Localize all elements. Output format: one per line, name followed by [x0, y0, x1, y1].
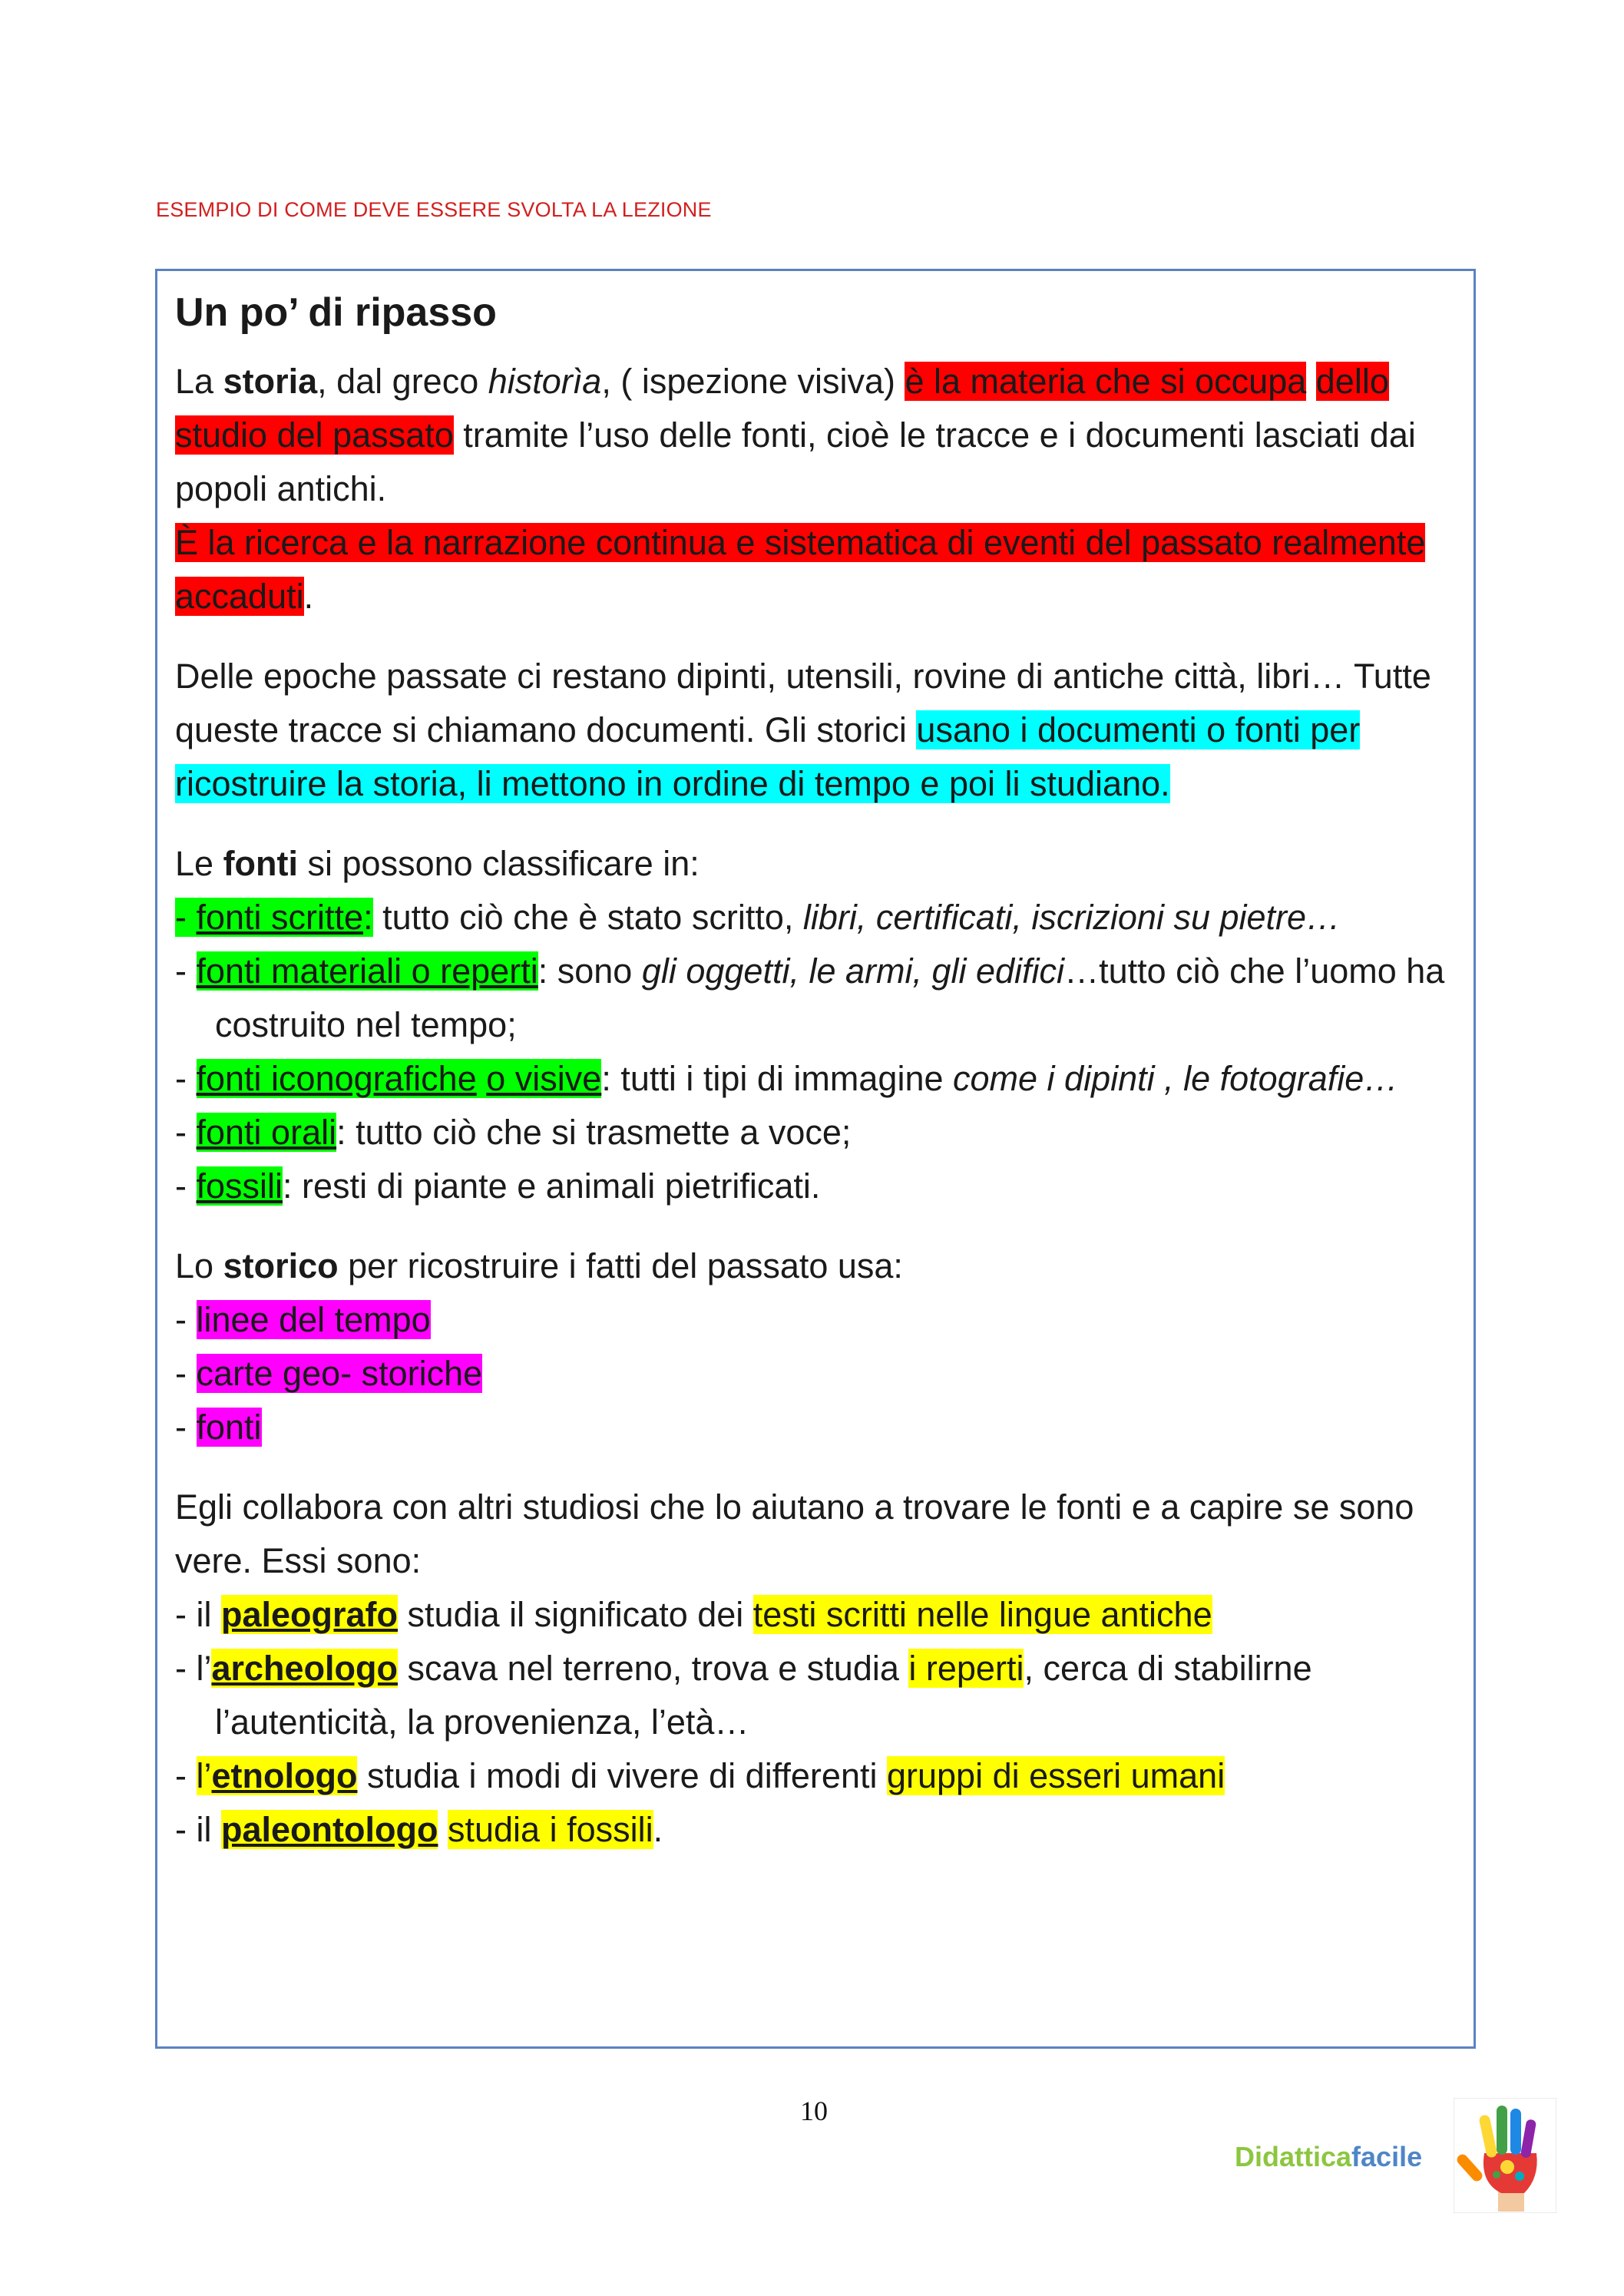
- text: [1306, 362, 1316, 401]
- text: -: [175, 1756, 197, 1795]
- separator: :: [363, 898, 373, 937]
- paragraph-storia: [175, 355, 1465, 624]
- expert-name: etnologo: [211, 1756, 358, 1795]
- experts-list: [175, 1588, 1465, 1857]
- list-item: [175, 1588, 1465, 1642]
- text: Lo: [175, 1246, 223, 1285]
- text: …tutto ciò che l’uomo ha costruito nel tempo;: [215, 951, 1445, 1044]
- highlight-yellow: gruppi di esseri umani: [886, 1756, 1225, 1795]
- list-item: [175, 945, 1465, 1052]
- highlight-red: dello studio del passato: [175, 362, 1389, 455]
- lesson-content: [175, 286, 1465, 1857]
- dash: -: [175, 1166, 197, 1206]
- section-studiosi: [175, 1480, 1465, 1857]
- text: , ( ispezione visiva): [601, 362, 905, 401]
- term-storico: storico: [223, 1246, 339, 1285]
- text: tutti i tipi di immagine: [610, 1059, 953, 1098]
- source-name: fonti scritte: [196, 898, 364, 937]
- text: - il: [175, 1595, 221, 1634]
- text: resti di piante e animali pietrificati.: [292, 1166, 821, 1206]
- example: come i dipinti , le fotografie…: [953, 1059, 1399, 1098]
- text: studia il significato dei: [398, 1595, 753, 1634]
- highlight-yellow: i reperti: [908, 1649, 1024, 1688]
- brand-part-b: facile: [1351, 2141, 1423, 2172]
- tools-list: [175, 1293, 1465, 1454]
- text: Delle epoche passate ci restano dipinti, utensili, rovine di antiche città, libri… Tutte queste tracce si chiamano documenti. Gli storici: [175, 657, 1431, 749]
- text: , dal greco: [317, 362, 488, 401]
- painted-hand-icon: [1454, 2098, 1556, 2213]
- text: La: [175, 362, 223, 401]
- fonti-list: [175, 891, 1465, 1213]
- section-storico: [175, 1239, 1465, 1454]
- separator: :: [537, 951, 548, 991]
- storico-intro: [175, 1239, 1465, 1293]
- dash: -: [175, 1300, 197, 1339]
- text: - l’: [175, 1649, 212, 1688]
- expert-name: paleografo: [221, 1595, 399, 1634]
- text: [438, 1810, 448, 1849]
- term-historia: historìa: [488, 362, 602, 401]
- list-item: [175, 1347, 1465, 1401]
- dash: -: [175, 951, 197, 991]
- source-name: fonti materiali o reperti: [196, 951, 538, 991]
- text: tutto ciò che è stato scritto,: [372, 898, 803, 937]
- tool-label: carte geo- storiche: [196, 1354, 483, 1393]
- text: - il: [175, 1810, 221, 1849]
- source-name: fonti iconografiche: [196, 1059, 477, 1098]
- text: , cerca di stabilirne l’autenticità, la provenienza, l’età…: [215, 1649, 1312, 1742]
- separator: :: [601, 1059, 611, 1098]
- list-item: [175, 1642, 1465, 1749]
- text: studia i modi di vivere di differenti: [357, 1756, 887, 1795]
- text: si possono classificare in:: [298, 844, 700, 883]
- dash: -: [175, 1059, 197, 1098]
- example: libri, certificati, iscrizioni su pietre…: [802, 898, 1341, 937]
- highlight-cyan: usano i documenti o fonti per ricostruire la storia, li mettono in ordine di tempo e poi li studiano.: [175, 710, 1361, 803]
- fonti-intro: [175, 837, 1465, 891]
- page-number: 10: [800, 2096, 828, 2126]
- text: tramite l’uso delle fonti, cioè le tracce e i documenti lasciati dai popoli antichi.: [175, 415, 1416, 508]
- list-item: [175, 1160, 1465, 1213]
- list-item: [175, 1106, 1465, 1160]
- expert-name: paleontologo: [221, 1810, 438, 1849]
- dash: -: [175, 1354, 197, 1393]
- list-item: [175, 1803, 1465, 1857]
- text: per ricostruire i fatti del passato usa:: [338, 1246, 903, 1285]
- dash: -: [175, 1113, 197, 1152]
- text: .: [653, 1810, 663, 1849]
- source-name: fonti orali: [196, 1113, 337, 1152]
- list-item: [175, 1293, 1465, 1347]
- source-name: fossili: [196, 1166, 283, 1206]
- term-storia: storia: [223, 362, 318, 401]
- paragraph-documenti: [175, 650, 1465, 811]
- tool-label: fonti: [196, 1408, 262, 1447]
- example: gli oggetti, le armi, gli edifici: [641, 951, 1065, 991]
- text: scava nel terreno, trova e studia: [398, 1649, 909, 1688]
- text: .: [303, 577, 314, 616]
- dash: -: [175, 1408, 197, 1447]
- text: tutto ciò che si trasmette a voce;: [346, 1113, 852, 1152]
- term-fonti: fonti: [223, 844, 299, 883]
- text: sono: [547, 951, 642, 991]
- brand-part-a: Didattica: [1235, 2141, 1352, 2172]
- list-item: [175, 891, 1465, 945]
- lesson-title: Un po’ di ripasso: [175, 290, 497, 335]
- source-name: o visive: [486, 1059, 602, 1098]
- brand-logo-text: [1235, 2141, 1422, 2173]
- top-note: ESEMPIO DI COME DEVE ESSERE SVOLTA LA LEZIONE: [156, 198, 712, 221]
- separator: :: [336, 1113, 346, 1152]
- separator: :: [283, 1166, 293, 1206]
- tool-label: linee del tempo: [196, 1300, 431, 1339]
- list-item: [175, 1749, 1465, 1803]
- highlight-red: È la ricerca e la narrazione continua e sistematica di eventi del passato realmente accaduti: [175, 523, 1426, 616]
- text: Le: [175, 844, 223, 883]
- section-fonti: [175, 837, 1465, 1213]
- dash: -: [175, 898, 197, 937]
- highlight-yellow: testi scritti nelle lingue antiche: [752, 1595, 1212, 1634]
- highlight-red: è la materia che si occupa: [905, 362, 1307, 401]
- highlight-yellow: studia i fossili: [447, 1810, 653, 1849]
- list-item: [175, 1401, 1465, 1454]
- text: l’: [196, 1756, 212, 1795]
- studiosi-intro: Egli collabora con altri studiosi che lo aiutano a trovare le fonti e a capire se sono vere. Essi sono:: [175, 1487, 1414, 1580]
- list-item: [175, 1052, 1465, 1106]
- expert-name: archeologo: [211, 1649, 399, 1688]
